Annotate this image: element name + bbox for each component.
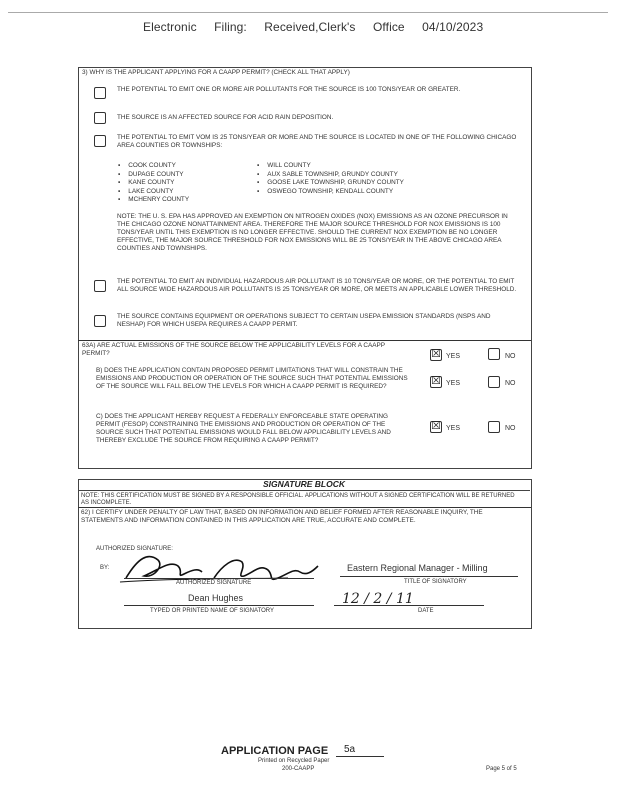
date-value: 12 / 2 / 11 <box>342 591 414 607</box>
county-item: ▪ DUPAGE COUNTY <box>118 171 258 180</box>
title-label: TITLE OF SIGNATORY <box>404 579 467 585</box>
q3-opt3-text: THE POTENTIAL TO EMIT VOM IS 25 TONS/YEAR OR MORE AND THE SOURCE IS LOCATED IN ONE OF THE FOLLOWING CHICAGO AREA COUNTIES OR TOWNSHIPS: <box>117 134 517 149</box>
stamp-filing: Filing: <box>214 20 247 34</box>
title-line <box>340 576 518 577</box>
q3-opt2-text: THE SOURCE IS AN AFFECTED SOURCE FOR ACID RAIN DEPOSITION. <box>117 114 334 121</box>
stamp-electronic: Electronic <box>143 20 197 34</box>
county-item: ▪ LAKE COUNTY <box>118 188 258 197</box>
q63c-no-label: NO <box>505 425 516 432</box>
name-line <box>124 605 314 606</box>
q63a-yes-checkbox[interactable]: ☒ <box>431 348 441 360</box>
nox-note: NOTE: THE U. S. EPA HAS APPROVED AN EXEMPTION ON NITROGEN OXIDES (NOX) EMISSIONS AS AN OZONE PRECURSOR IN THE CHICAGO OZONE NONATTAINMENT AREA. THEREFORE THE MAJOR SOURCE THRESHOLD FOR NOX EMISSIONS IS 100 TONS/YEAR UNTIL THIS EXEMPTION IS NO LONGER EFFECTIVE. SHOULD THE CURRENT NOX EXEMPTION BE NO LONGER EFFECTIVE, THE MAJOR SOURCE THRESHOLD FOR NOX EMISSIONS WILL BE 25 TONS/YEAR IN THE ABOVE CHICAGO AREA COUNTIES AND TOWNSHIPS. <box>117 213 508 252</box>
q3-title: 3) WHY IS THE APPLICANT APPLYING FOR A CAAPP PERMIT? (CHECK ALL THAT APPLY) <box>82 69 350 76</box>
counties-right-list <box>257 162 477 196</box>
section-divider <box>78 340 531 341</box>
title-value: Eastern Regional Manager - Milling <box>347 563 488 573</box>
page-count: Page 5 of 5 <box>486 766 517 772</box>
q63b-yes-checkbox[interactable]: ☒ <box>431 375 441 387</box>
applicability-section <box>78 67 532 469</box>
q63b-no-label: NO <box>505 380 516 387</box>
q3-opt1-text: THE POTENTIAL TO EMIT ONE OR MORE AIR POLLUTANTS FOR THE SOURCE IS 100 TONS/YEAR OR GREATER. <box>117 86 461 93</box>
q63b-yes-label: YES <box>446 380 461 387</box>
q63b-no-checkbox[interactable] <box>488 376 500 388</box>
q63a-yes-label: YES <box>446 353 461 360</box>
county-item: ▪ AUX SABLE TOWNSHIP, GRUNDY COUNTY <box>257 171 477 180</box>
page-number: 5a <box>344 744 356 755</box>
name-label: TYPED OR PRINTED NAME OF SIGNATORY <box>150 608 275 614</box>
signature-divider <box>78 507 531 508</box>
q3-opt4-text: THE POTENTIAL TO EMIT AN INDIVIDUAL HAZARDOUS AIR POLLUTANT IS 10 TONS/YEAR OR MORE, OR THE POTENTIAL TO EMIT ALL SOURCE WIDE HAZARDOUS AIR POLLUTANTS IS 25 TONS/YEAR OR MORE, OR MEETS AN APPLICABLE LOWER THRESHOLD. <box>117 278 517 293</box>
stamp-office: Office <box>372 20 405 34</box>
q63c-yes-label: YES <box>446 425 461 432</box>
q3-opt1-checkbox[interactable] <box>94 87 106 99</box>
name-value: Dean Hughes <box>188 593 244 603</box>
authorized-signature-label: AUTHORIZED SIGNATURE <box>176 580 252 586</box>
q63b-text: B) DOES THE APPLICATION CONTAIN PROPOSED PERMIT LIMITATIONS THAT WILL CONSTRAIN THE EMISSIONS AND PRODUCTION OR OPERATION OF THE SOURCE SUCH THAT POTENTIAL EMISSIONS OF THE SOURCE WILL FALL BELOW THE LEVELS FOR WHICH A CAAPP PERMIT IS REQUIRED? <box>96 367 408 390</box>
county-item: ▪ GOOSE LAKE TOWNSHIP, GRUNDY COUNTY <box>257 179 477 188</box>
q63a-text: 63A) ARE ACTUAL EMISSIONS OF THE SOURCE BELOW THE APPLICABILITY LEVELS FOR A CAAPP PERMIT? <box>82 342 385 357</box>
stamp-received: Received,Clerk's <box>264 20 356 34</box>
filing-stamp <box>143 20 497 34</box>
county-item: ▪ KANE COUNTY <box>118 179 258 188</box>
page-number-line <box>336 756 384 757</box>
county-item: ▪ MCHENRY COUNTY <box>118 196 258 205</box>
date-label: DATE <box>418 608 434 614</box>
top-rule <box>8 12 608 13</box>
q3-opt4-checkbox[interactable] <box>94 280 106 292</box>
county-item: ▪ COOK COUNTY <box>118 162 258 171</box>
date-line <box>334 605 484 606</box>
q63a-no-checkbox[interactable] <box>488 348 500 360</box>
q63c-text: C) DOES THE APPLICANT HEREBY REQUEST A FEDERALLY ENFORCEABLE STATE OPERATING PERMIT (FESOP) CONSTRAINING THE EMISSIONS AND PRODUCTION OR OPERATION OF THE SOURCE SUCH THAT POTENTIAL EMISSIONS WOULD FALL BELOW APPLICABILITY LEVELS AND THEREBY EXCLUDE THE SOURCE FROM REQUIRING A CAAPP PERMIT? <box>96 413 391 444</box>
q3-opt2-checkbox[interactable] <box>94 112 106 124</box>
recycled-note: Printed on Recycled Paper <box>258 758 330 764</box>
signature-heading: SIGNATURE BLOCK <box>78 479 530 491</box>
stamp-date: 04/10/2023 <box>422 20 484 34</box>
q63c-yes-checkbox[interactable]: ☒ <box>431 420 441 432</box>
county-item: ▪ OSWEGO TOWNSHIP, KENDALL COUNTY <box>257 188 477 197</box>
application-page-label: APPLICATION PAGE <box>221 745 329 757</box>
signature-line <box>124 578 314 579</box>
county-item: ▪ WILL COUNTY <box>257 162 477 171</box>
q63a-no-label: NO <box>505 353 516 360</box>
by-label: BY: <box>100 565 110 571</box>
q3-opt5-checkbox[interactable] <box>94 315 106 327</box>
form-number: 200-CAAPP <box>282 766 315 772</box>
q63c-no-checkbox[interactable] <box>488 421 500 433</box>
q3-opt5-text: THE SOURCE CONTAINS EQUIPMENT OR OPERATIONS SUBJECT TO CERTAIN USEPA EMISSION STANDARDS (NSPS AND NESHAP) FOR WHICH USEPA REQUIRES A CAAPP PERMIT. <box>117 313 491 328</box>
counties-left-list <box>118 162 258 205</box>
authorized-label: AUTHORIZED SIGNATURE: <box>96 546 173 552</box>
certification-text: 62) I CERTIFY UNDER PENALTY OF LAW THAT, BASED ON INFORMATION AND BELIEF FORMED AFTER REASONABLE INQUIRY, THE STATEMENTS AND INFORMATION CONTAINED IN THIS APPLICATION ARE TRUE, ACCURATE AND COMPLETE. <box>81 509 483 524</box>
signature-note: NOTE: THIS CERTIFICATION MUST BE SIGNED BY A RESPONSIBLE OFFICIAL. APPLICATIONS WITHOUT A SIGNED CERTIFICATION WILL BE RETURNED AS INCOMPLETE. <box>81 493 515 506</box>
q3-opt3-checkbox[interactable] <box>94 135 106 147</box>
